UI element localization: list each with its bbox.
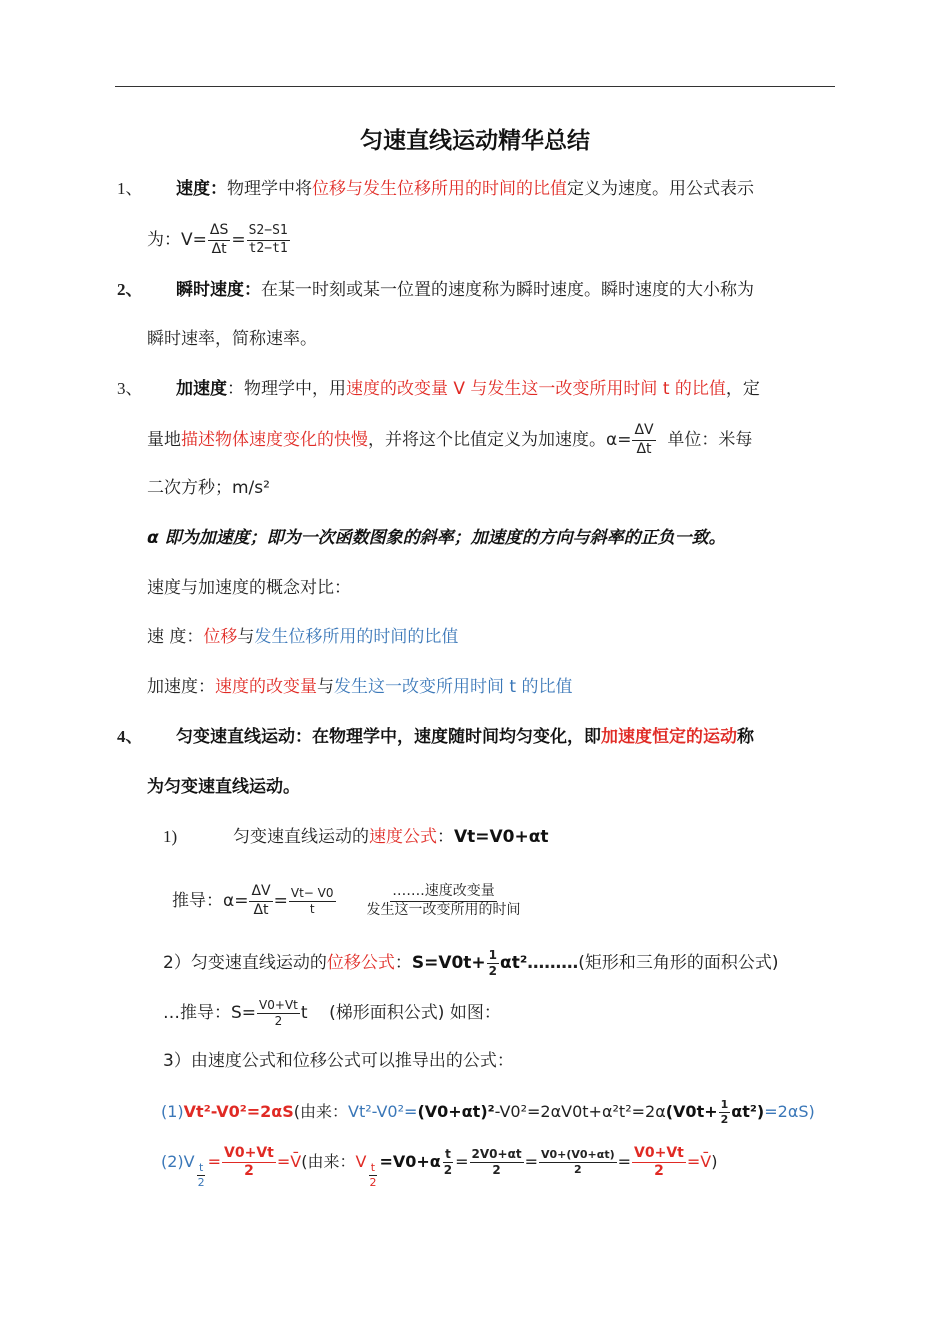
section-3-emphasis: α 即为加速度；即为一次函数图象的斜率；加速度的方向与斜率的正负一致。: [147, 528, 726, 548]
point-3-line: 3）由速度公式和位移公式可以推导出的公式：: [163, 1051, 514, 1071]
section-2-number: 2、: [117, 280, 143, 299]
section-3-unit-line: 二次方秒；m/s²: [147, 478, 270, 498]
compare-title: 速度与加速度的概念对比：: [147, 578, 351, 598]
section-4-line-2: 为匀变速直线运动。: [147, 777, 300, 797]
derived-formula-2: (2)V $\frac{t}{2}$ = $\frac{V0+Vt}{2}$ =V̄(由来：V $\frac{t}{2}$ =V0+α $\frac{t}{2}$ = $\frac{2V0+\alpha t}{2}$ = $\frac{V0+(V0+\alpha t)}{2}$ = $\frac{V0+Vt}{2}$ =V̄): [161, 1144, 718, 1189]
section-4-line-1: 匀变速直线运动：在物理学中，速度随时间均匀变化，即加速度恒定的运动称: [176, 727, 754, 747]
section-3-line-1: 加速度：物理学中，用速度的改变量 V 与发生这一改变所用时间 t 的比值，定: [176, 379, 760, 399]
section-2-line-1: [176, 277, 754, 303]
velocity-formula-line: 匀变速直线运动的速度公式：Vt=V0+αt: [233, 827, 549, 847]
displacement-formula-line: 2）匀变速直线运动的位移公式：S=V0t+ $\frac{1}{2}$ αt²………(矩形和三角形的面积公式): [163, 947, 779, 978]
velocity-formula: Vt=V0+αt: [454, 827, 549, 847]
section-4-number: 4、: [117, 727, 143, 746]
section-1-line-2: 为：V= $\frac{\Delta S}{\Delta t}$ = $\frac{S2-S1}{t2-t1}$: [147, 222, 288, 257]
fraction-ds-dt: $\frac{\Delta S}{\Delta t}$: [209, 222, 229, 257]
page-title: 匀速直线运动精华总结: [360, 128, 590, 154]
section-3-number: 3、: [117, 379, 143, 398]
compare-acceleration: 加速度：速度的改变量与发生这一改变所用时间 t 的比值: [147, 677, 573, 697]
section-2-term: 瞬时速度：: [176, 280, 261, 300]
fraction-s2s1-t2t1: $\frac{S2-S1}{t2-t1}$: [248, 223, 288, 256]
section-2-text-a: 在某一时刻或某一位置的速度称为瞬时速度。瞬时速度的大小称为: [261, 280, 754, 300]
point-1-number: 1): [163, 827, 178, 846]
section-1-text-b: 定义为速度。用公式表示: [567, 179, 754, 199]
section-1-highlight: 位移与发生位移所用的时间的比值: [312, 179, 567, 199]
fraction-dv-dt: $\frac{\Delta V}{\Delta t}$: [634, 422, 654, 457]
derivation-1: 推导：α= $\frac{\Delta V}{\Delta t}$ = $\frac{Vt- V0}{t}$ $\frac{\text{…….速度改变量}}{\text{发生这一改变所用的时间}}$: [172, 883, 521, 918]
section-3-highlight-1: 速度的改变量 V 与发生这一改变所用时间 t 的比值: [346, 379, 726, 399]
section-3-highlight-2: 描述物体速度变化的快慢: [181, 430, 368, 450]
section-1-text-a: 物理学中将: [227, 179, 312, 199]
section-1-term: 速度：: [176, 179, 227, 199]
section-1-line-1: [176, 176, 754, 202]
compare-velocity: 速 度：位移与发生位移所用的时间的比值: [147, 627, 459, 647]
derived-formula-1: (1)Vt²-V0²=2αS(由来：Vt²-V0²=(V0+αt)²-V0²=2αV0t+α²t²=2α(V0t+ $\frac{1}{2}$ αt²)=2αS): [161, 1098, 815, 1126]
derivation-2: …推导：S= $\frac{V0+Vt}{2}$ t (梯形面积公式) 如图：: [163, 997, 501, 1028]
header-rule: [115, 86, 835, 87]
section-2-line-2: 瞬时速率，简称速率。: [147, 329, 317, 349]
section-3-term: 加速度: [176, 379, 227, 399]
section-3-line-2: 量地描述物体速度变化的快慢，并将这个比值定义为加速度。α= $\frac{\Delta V}{\Delta t}$ 单位：米每: [147, 422, 753, 457]
velocity-formula-prefix: 为：V=: [147, 230, 207, 250]
derivation-word-fraction: $\frac{\text{…….速度改变量}}{\text{发生这一改变所用的时间}}$: [366, 883, 521, 918]
section-1-number: 1、: [117, 179, 143, 198]
